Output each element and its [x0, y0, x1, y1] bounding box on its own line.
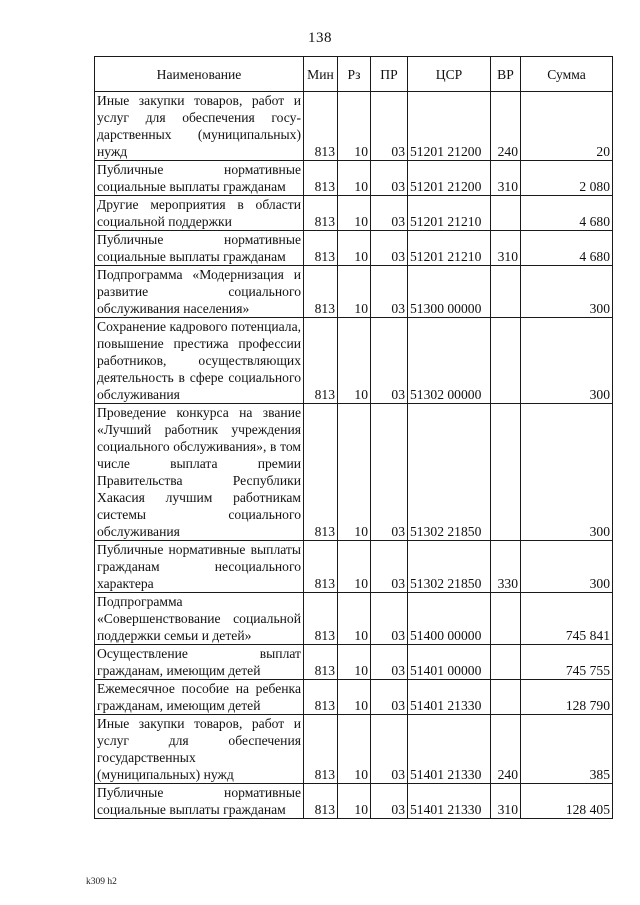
cell-name: Иные закупки товаров, работ и услуг для обеспечения госу-дарственных (муниципальных) нужд: [95, 92, 304, 161]
cell-name: Проведение конкурса на звание «Лучший работник учреждения социального обслуживания», в том числе выплата премии Правительства Республики Хакасия лучшим работникам системы социального обслуживания: [95, 404, 304, 541]
table-row: [95, 593, 613, 645]
cell-csr: 51400 00000: [408, 593, 491, 645]
cell-vr: 310: [491, 161, 521, 196]
cell-min: 813: [304, 92, 338, 161]
cell-vr: 240: [491, 715, 521, 784]
header-csr: ЦСР: [408, 57, 491, 92]
cell-rz: 10: [338, 161, 371, 196]
cell-sum: 4 680: [521, 196, 613, 231]
cell-min: 813: [304, 196, 338, 231]
cell-pr: 03: [371, 266, 408, 318]
cell-sum: 128 790: [521, 680, 613, 715]
cell-csr: 51302 21850: [408, 404, 491, 541]
cell-pr: 03: [371, 231, 408, 266]
cell-rz: 10: [338, 266, 371, 318]
cell-vr: [491, 404, 521, 541]
cell-rz: 10: [338, 318, 371, 404]
cell-pr: 03: [371, 541, 408, 593]
cell-name: Публичные нормативные социальные выплаты гражданам: [95, 231, 304, 266]
cell-vr: 240: [491, 92, 521, 161]
table-row: [95, 318, 613, 404]
table-row: [95, 645, 613, 680]
cell-name: Сохранение кадрового потенциала, повышение престижа профессии работников, осуществляющих деятельность в сфере социального обслуживания: [95, 318, 304, 404]
table-row: [95, 404, 613, 541]
table-header-row: [95, 57, 613, 92]
cell-vr: [491, 266, 521, 318]
cell-min: 813: [304, 784, 338, 819]
cell-sum: 385: [521, 715, 613, 784]
cell-min: 813: [304, 266, 338, 318]
cell-csr: 51302 00000: [408, 318, 491, 404]
page-number: 138: [308, 30, 332, 46]
cell-sum: 745 841: [521, 593, 613, 645]
table-row: [95, 92, 613, 161]
cell-pr: 03: [371, 593, 408, 645]
cell-rz: 10: [338, 680, 371, 715]
cell-csr: 51401 00000: [408, 645, 491, 680]
table-row: [95, 784, 613, 819]
cell-pr: 03: [371, 784, 408, 819]
table-row: [95, 196, 613, 231]
cell-csr: 51300 00000: [408, 266, 491, 318]
cell-csr: 51201 21200: [408, 92, 491, 161]
cell-pr: 03: [371, 318, 408, 404]
cell-min: 813: [304, 593, 338, 645]
cell-vr: [491, 196, 521, 231]
cell-name: Иные закупки товаров, работ и услуг для обеспечения государственных (муниципальных) нужд: [95, 715, 304, 784]
cell-min: 813: [304, 231, 338, 266]
header-vr: ВР: [491, 57, 521, 92]
cell-sum: 300: [521, 404, 613, 541]
cell-pr: 03: [371, 196, 408, 231]
cell-name: Ежемесячное пособие на ребенка гражданам, имеющим детей: [95, 680, 304, 715]
cell-csr: 51201 21210: [408, 231, 491, 266]
cell-name: Осуществление выплат гражданам, имеющим детей: [95, 645, 304, 680]
cell-csr: 51401 21330: [408, 784, 491, 819]
cell-rz: 10: [338, 92, 371, 161]
cell-name: Другие мероприятия в области социальной поддержки: [95, 196, 304, 231]
cell-min: 813: [304, 318, 338, 404]
cell-sum: 300: [521, 318, 613, 404]
table-row: [95, 161, 613, 196]
cell-pr: 03: [371, 404, 408, 541]
cell-name: Подпрограмма «Совершенствование социальной поддержки семьи и детей»: [95, 593, 304, 645]
cell-sum: 4 680: [521, 231, 613, 266]
cell-csr: 51401 21330: [408, 680, 491, 715]
cell-vr: 330: [491, 541, 521, 593]
cell-min: 813: [304, 680, 338, 715]
table-row: [95, 680, 613, 715]
footer-code: k309 h2: [86, 877, 117, 887]
cell-pr: 03: [371, 92, 408, 161]
cell-rz: 10: [338, 593, 371, 645]
budget-table: [94, 56, 613, 819]
cell-sum: 2 080: [521, 161, 613, 196]
cell-sum: 300: [521, 266, 613, 318]
table-row: [95, 715, 613, 784]
cell-rz: 10: [338, 541, 371, 593]
cell-min: 813: [304, 541, 338, 593]
cell-rz: 10: [338, 784, 371, 819]
cell-sum: 20: [521, 92, 613, 161]
table-row: [95, 231, 613, 266]
cell-min: 813: [304, 404, 338, 541]
cell-csr: 51401 21330: [408, 715, 491, 784]
cell-name: Подпрограмма «Модернизация и развитие социального обслуживания населения»: [95, 266, 304, 318]
cell-vr: [491, 593, 521, 645]
cell-vr: [491, 318, 521, 404]
cell-vr: [491, 680, 521, 715]
cell-rz: 10: [338, 196, 371, 231]
cell-pr: 03: [371, 715, 408, 784]
header-rz: Рз: [338, 57, 371, 92]
cell-min: 813: [304, 161, 338, 196]
cell-csr: 51201 21210: [408, 196, 491, 231]
header-pr: ПР: [371, 57, 408, 92]
cell-rz: 10: [338, 404, 371, 541]
cell-min: 813: [304, 715, 338, 784]
cell-name: Публичные нормативные социальные выплаты гражданам: [95, 784, 304, 819]
cell-sum: 300: [521, 541, 613, 593]
cell-vr: 310: [491, 784, 521, 819]
cell-vr: [491, 645, 521, 680]
cell-vr: 310: [491, 231, 521, 266]
cell-rz: 10: [338, 645, 371, 680]
header-min: Мин: [304, 57, 338, 92]
cell-name: Публичные нормативные выплаты гражданам несоциального характера: [95, 541, 304, 593]
cell-name: Публичные нормативные социальные выплаты гражданам: [95, 161, 304, 196]
cell-pr: 03: [371, 680, 408, 715]
header-sum: Сумма: [521, 57, 613, 92]
cell-sum: 745 755: [521, 645, 613, 680]
cell-min: 813: [304, 645, 338, 680]
cell-rz: 10: [338, 715, 371, 784]
cell-pr: 03: [371, 161, 408, 196]
cell-pr: 03: [371, 645, 408, 680]
header-name: Наименование: [95, 57, 304, 92]
cell-rz: 10: [338, 231, 371, 266]
cell-csr: 51302 21850: [408, 541, 491, 593]
cell-csr: 51201 21200: [408, 161, 491, 196]
table-row: [95, 266, 613, 318]
table-row: [95, 541, 613, 593]
cell-sum: 128 405: [521, 784, 613, 819]
